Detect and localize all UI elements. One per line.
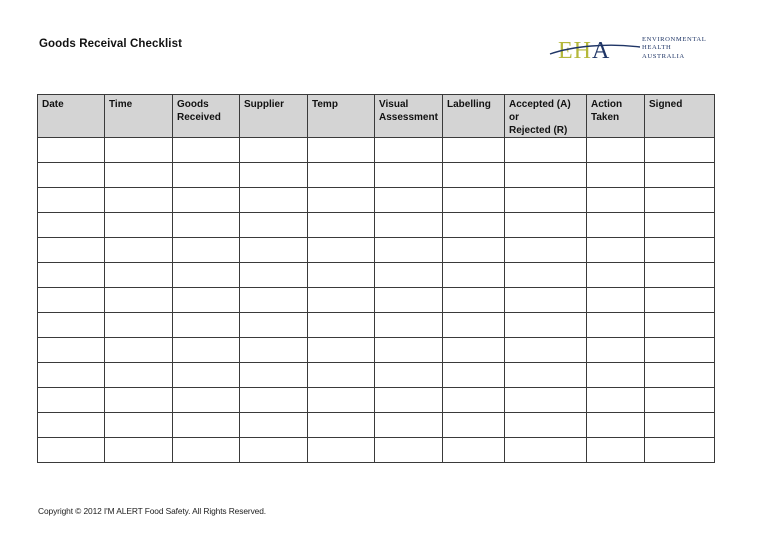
table-cell[interactable] — [443, 388, 505, 413]
table-cell[interactable] — [375, 313, 443, 338]
column-header-visual-assessment: Visual Assessment — [375, 95, 443, 138]
table-cell[interactable] — [505, 413, 587, 438]
table-cell[interactable] — [308, 338, 375, 363]
table-cell[interactable] — [587, 413, 645, 438]
table-cell[interactable] — [375, 413, 443, 438]
table-cell[interactable] — [443, 213, 505, 238]
table-cell[interactable] — [505, 263, 587, 288]
eha-logo-line-australia: AUSTRALIA — [642, 52, 685, 60]
table-cell[interactable] — [240, 188, 308, 213]
eha-logo-line-environmental: ENVIRONMENTAL — [642, 36, 707, 43]
table-cell[interactable] — [240, 388, 308, 413]
table-cell[interactable] — [173, 288, 240, 313]
table-cell[interactable] — [173, 163, 240, 188]
table-cell[interactable] — [240, 238, 308, 263]
table-cell[interactable] — [38, 263, 105, 288]
table-cell[interactable] — [505, 213, 587, 238]
table-cell[interactable] — [375, 163, 443, 188]
table-cell[interactable] — [375, 263, 443, 288]
table-row — [38, 188, 715, 213]
table-cell[interactable] — [505, 288, 587, 313]
table-cell[interactable] — [443, 363, 505, 388]
table-cell[interactable] — [443, 163, 505, 188]
column-header-accepted-rejected: Accepted (A) or Rejected (R) — [505, 95, 587, 138]
eha-logo-mark — [548, 31, 642, 67]
table-cell[interactable] — [38, 388, 105, 413]
table-cell[interactable] — [240, 413, 308, 438]
column-header-action-taken: Action Taken — [587, 95, 645, 138]
goods-receival-table — [37, 94, 715, 463]
table-cell[interactable] — [587, 313, 645, 338]
table-cell[interactable] — [240, 138, 308, 163]
table-cell[interactable] — [240, 263, 308, 288]
table-cell[interactable] — [105, 163, 173, 188]
table-cell[interactable] — [645, 288, 715, 313]
table-cell[interactable] — [375, 388, 443, 413]
table-cell[interactable] — [308, 238, 375, 263]
table-cell[interactable] — [308, 188, 375, 213]
table-cell[interactable] — [375, 288, 443, 313]
table-cell[interactable] — [443, 138, 505, 163]
table-cell[interactable] — [505, 313, 587, 338]
table-cell[interactable] — [105, 388, 173, 413]
table-cell[interactable] — [105, 288, 173, 313]
table-cell[interactable] — [375, 138, 443, 163]
table-header-row — [38, 95, 715, 138]
table-cell[interactable] — [375, 238, 443, 263]
table-cell[interactable] — [443, 188, 505, 213]
table-cell[interactable] — [587, 438, 645, 463]
table-cell[interactable] — [375, 338, 443, 363]
table-cell[interactable] — [587, 213, 645, 238]
table-cell[interactable] — [505, 163, 587, 188]
table-row — [38, 313, 715, 338]
copyright-notice: Copyright © 2012 I'M ALERT Food Safety. All Rights Reserved. — [38, 506, 267, 516]
table-cell[interactable] — [308, 163, 375, 188]
table-cell[interactable] — [645, 363, 715, 388]
table-cell[interactable] — [587, 388, 645, 413]
table-cell[interactable] — [105, 263, 173, 288]
document-title: Goods Receival Checklist — [39, 38, 183, 50]
table-cell[interactable] — [375, 213, 443, 238]
table-body — [38, 138, 715, 463]
table-cell[interactable] — [38, 138, 105, 163]
table-cell[interactable] — [105, 413, 173, 438]
table-cell[interactable] — [443, 288, 505, 313]
table-cell[interactable] — [308, 413, 375, 438]
table-cell[interactable] — [38, 288, 105, 313]
table-cell[interactable] — [645, 213, 715, 238]
table-cell[interactable] — [443, 313, 505, 338]
column-header-time: Time — [105, 95, 173, 138]
table-cell[interactable] — [587, 138, 645, 163]
table-cell[interactable] — [443, 263, 505, 288]
table-row — [38, 388, 715, 413]
table-cell[interactable] — [375, 188, 443, 213]
table-cell[interactable] — [505, 188, 587, 213]
eha-logo — [548, 31, 728, 67]
table-cell[interactable] — [38, 313, 105, 338]
table-cell[interactable] — [443, 413, 505, 438]
table-row — [38, 438, 715, 463]
table-cell[interactable] — [587, 288, 645, 313]
table-cell[interactable] — [38, 438, 105, 463]
table-cell[interactable] — [645, 238, 715, 263]
table-cell[interactable] — [38, 188, 105, 213]
table-cell[interactable] — [587, 263, 645, 288]
eha-logo-letters-left: EH — [558, 38, 592, 64]
table-cell[interactable] — [587, 338, 645, 363]
table-cell[interactable] — [308, 263, 375, 288]
table-cell[interactable] — [173, 213, 240, 238]
table-cell[interactable] — [645, 388, 715, 413]
table-cell[interactable] — [375, 363, 443, 388]
column-header-signed: Signed — [645, 95, 715, 138]
table-cell[interactable] — [308, 288, 375, 313]
table-cell[interactable] — [443, 338, 505, 363]
table-cell[interactable] — [505, 438, 587, 463]
table-cell[interactable] — [587, 188, 645, 213]
table-cell[interactable] — [308, 388, 375, 413]
table-cell[interactable] — [105, 138, 173, 163]
table-cell[interactable] — [308, 313, 375, 338]
table-cell[interactable] — [587, 238, 645, 263]
table-cell[interactable] — [173, 338, 240, 363]
table-cell[interactable] — [308, 438, 375, 463]
table-cell[interactable] — [105, 188, 173, 213]
table-row — [38, 363, 715, 388]
table-row — [38, 163, 715, 188]
table-cell[interactable] — [505, 238, 587, 263]
table-row — [38, 138, 715, 163]
table-cell[interactable] — [105, 363, 173, 388]
eha-logo-letters-right: A — [592, 38, 611, 64]
table-row — [38, 338, 715, 363]
table-row — [38, 288, 715, 313]
table-cell[interactable] — [645, 313, 715, 338]
table-cell[interactable] — [105, 313, 173, 338]
table-cell[interactable] — [308, 213, 375, 238]
table-cell[interactable] — [173, 238, 240, 263]
table-cell[interactable] — [38, 238, 105, 263]
table-cell[interactable] — [105, 438, 173, 463]
table-cell[interactable] — [240, 438, 308, 463]
table-cell[interactable] — [173, 413, 240, 438]
table-cell[interactable] — [645, 413, 715, 438]
column-header-supplier: Supplier — [240, 95, 308, 138]
table-cell[interactable] — [173, 263, 240, 288]
table-cell[interactable] — [173, 363, 240, 388]
table-cell[interactable] — [38, 163, 105, 188]
column-header-goods-received: Goods Received — [173, 95, 240, 138]
table-cell[interactable] — [645, 263, 715, 288]
table-cell[interactable] — [173, 188, 240, 213]
table-cell[interactable] — [505, 363, 587, 388]
table-cell[interactable] — [38, 338, 105, 363]
table-cell[interactable] — [105, 213, 173, 238]
table-cell[interactable] — [173, 438, 240, 463]
eha-logo-line-health: HEALTH — [642, 44, 672, 52]
table-cell[interactable] — [587, 363, 645, 388]
table-cell[interactable] — [240, 288, 308, 313]
column-header-labelling: Labelling — [443, 95, 505, 138]
table-cell[interactable] — [173, 138, 240, 163]
table-cell[interactable] — [375, 438, 443, 463]
table-cell[interactable] — [505, 388, 587, 413]
table-cell[interactable] — [38, 413, 105, 438]
table-cell[interactable] — [240, 363, 308, 388]
table-cell[interactable] — [105, 338, 173, 363]
column-header-date: Date — [38, 95, 105, 138]
table-cell[interactable] — [240, 213, 308, 238]
table-cell[interactable] — [443, 438, 505, 463]
table-cell[interactable] — [505, 138, 587, 163]
table-row — [38, 413, 715, 438]
table-cell[interactable] — [645, 188, 715, 213]
table-cell[interactable] — [645, 163, 715, 188]
eha-logo-letters — [558, 38, 610, 64]
table-cell[interactable] — [38, 213, 105, 238]
table-cell[interactable] — [38, 363, 105, 388]
table-cell[interactable] — [308, 363, 375, 388]
table-cell[interactable] — [173, 388, 240, 413]
table-cell[interactable] — [240, 313, 308, 338]
table-cell[interactable] — [645, 338, 715, 363]
eha-logo-text — [642, 36, 706, 61]
table-cell[interactable] — [308, 138, 375, 163]
table-cell[interactable] — [443, 238, 505, 263]
table-cell[interactable] — [240, 338, 308, 363]
column-header-temp: Temp — [308, 95, 375, 138]
table-cell[interactable] — [645, 438, 715, 463]
table-cell[interactable] — [240, 163, 308, 188]
table-row — [38, 263, 715, 288]
table-cell[interactable] — [645, 138, 715, 163]
table-cell[interactable] — [173, 313, 240, 338]
table-row — [38, 238, 715, 263]
table-cell[interactable] — [587, 163, 645, 188]
table-cell[interactable] — [505, 338, 587, 363]
table-row — [38, 213, 715, 238]
table-cell[interactable] — [105, 238, 173, 263]
